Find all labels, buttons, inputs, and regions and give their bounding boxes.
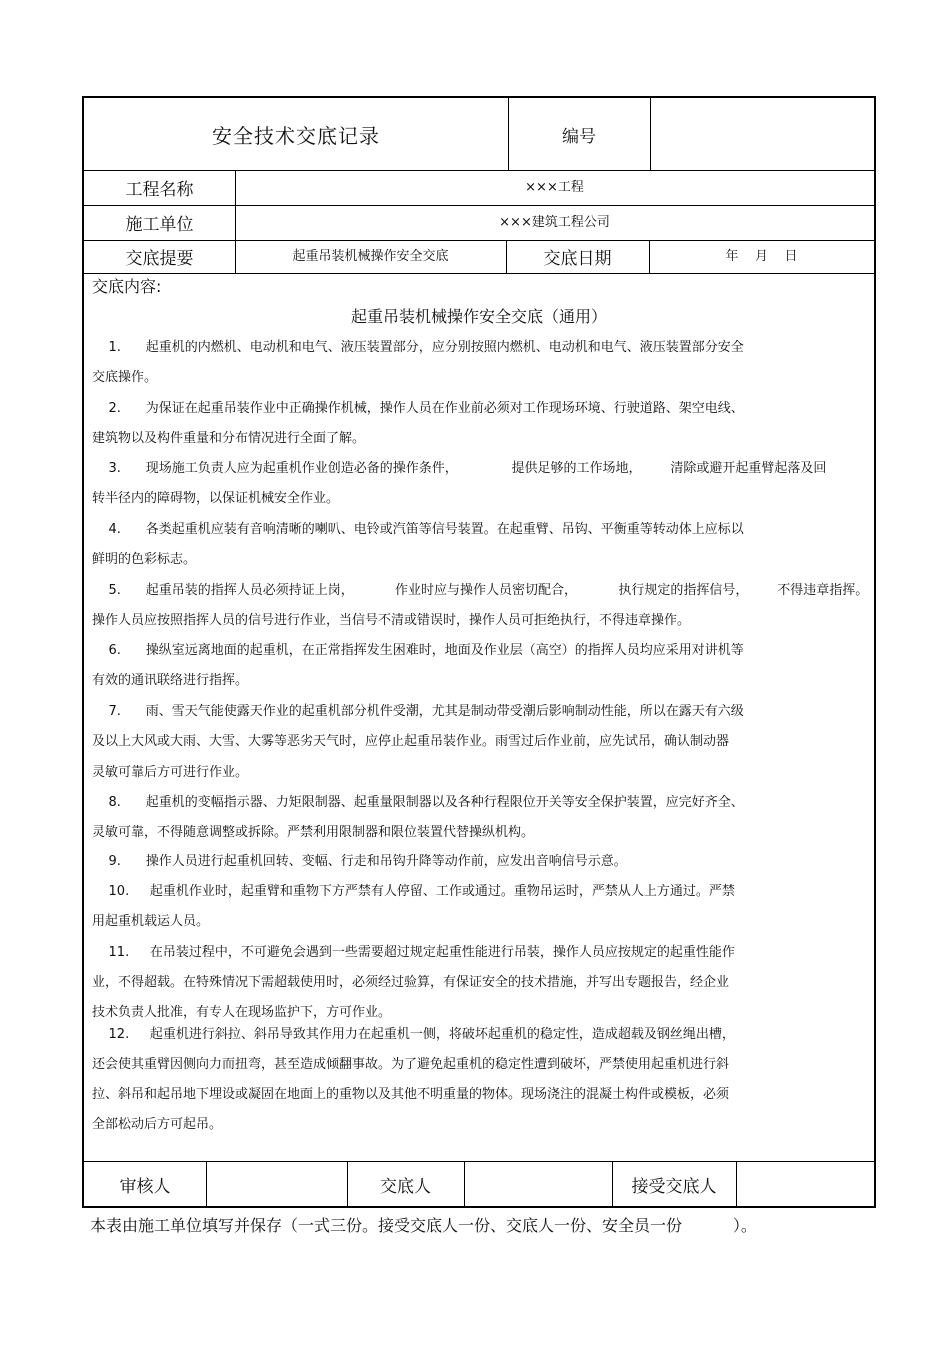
construction-unit-value: ×××建筑工程公司 <box>499 215 610 230</box>
content-line: 5. 起重吊装的指挥人员必须持证上岗， 作业时应与操作人员密切配合， 执行规定的指挥信号， 不得违章指挥。 <box>92 583 869 598</box>
date-value: 年 月 日 <box>725 249 798 264</box>
content-line: 拉、斜吊和起吊地下埋设或凝固在地面上的重物以及其他不明重量的物体。现场浇注的混凝土构件或模板，必须 <box>92 1087 730 1102</box>
project-name-value: ×××工程 <box>525 180 584 195</box>
reviewer-value <box>206 1161 347 1208</box>
content-line: 鲜明的色彩标志。 <box>92 552 197 567</box>
receiver-label: 接受交底人 <box>631 1177 717 1197</box>
content-line: 全部松动后方可起吊。 <box>92 1117 223 1132</box>
content-line: 用起重机载运人员。 <box>92 914 210 929</box>
receiver-value <box>736 1161 874 1208</box>
discloser-value <box>464 1161 612 1208</box>
content-line: 1. 起重机的内燃机、电动机和电气、液压装置部分，应分别按照内燃机、电动机和电气、液压装置部分安全 <box>92 340 744 355</box>
content-label: 交底内容: <box>92 277 162 296</box>
content-line: 灵敏可靠，不得随意调整或拆除。严禁利用限制器和限位装置代替操纵机构。 <box>92 825 535 840</box>
content-line: 6. 操纵室远离地面的起重机，在正常指挥发生困难时，地面及作业层（高空）的指挥人员均应采用对讲机等 <box>92 643 744 658</box>
disclosure-form <box>82 96 876 1208</box>
content-line: 10. 起重机作业时，起重臂和重物下方严禁有人停留、工作或通过。重物吊运时，严禁从人上方通过。严禁 <box>92 884 735 899</box>
content-line: 4. 各类起重机应装有音响清晰的喇叭、电铃或汽笛等信号装置。在起重臂、吊钩、平衡重等转动体上应标以 <box>92 522 744 537</box>
form-title: 安全技术交底记录 <box>212 123 380 148</box>
content-line: 业，不得超载。在特殊情况下需超载使用时，必须经过验算，有保证安全的技术措施，并写出专题报告，经企业 <box>92 975 730 990</box>
content-line: 交底操作。 <box>92 370 158 385</box>
content-line: 灵敏可靠后方可进行作业。 <box>92 765 249 780</box>
content-line: 操作人员应按照指挥人员的信号进行作业，当信号不清或错误时，操作人员可拒绝执行，不得违章操作。 <box>92 613 691 628</box>
number-label: 编号 <box>562 126 596 147</box>
content-line: 12. 起重机进行斜拉、斜吊导致其作用力在起重机一侧，将破坏起重机的稳定性，造成超载及钢丝绳出槽， <box>92 1027 735 1042</box>
content-line: 3. 现场施工负责人应为起重机作业创造必备的操作条件， 提供足够的工作场地， 清除或避开起重臂起落及回 <box>92 461 827 476</box>
row-divider <box>84 273 874 274</box>
content-line: 有效的通讯联络进行指挥。 <box>92 673 249 688</box>
content-line: 7. 雨、雪天气能使露天作业的起重机部分机件受潮，尤其是制动带受潮后影响制动性能，所以在露天有六级 <box>92 704 744 719</box>
content-line: 及以上大风或大雨、大雪、大雾等恶劣天气时，应停止起重吊装作业。雨雪过后作业前，应先试吊，确认制动器 <box>92 734 730 749</box>
content-line: 11. 在吊装过程中，不可避免会遇到一些需要超过规定起重性能进行吊装，操作人员应按规定的起重性能作 <box>92 945 735 960</box>
discloser-label: 交底人 <box>380 1177 431 1197</box>
summary-label: 交底提要 <box>125 249 194 269</box>
content-line: 建筑物以及构件重量和分布情况进行全面了解。 <box>92 431 366 446</box>
construction-unit-label: 施工单位 <box>125 215 194 235</box>
summary-value: 起重吊装机械操作安全交底 <box>292 249 449 264</box>
date-label: 交底日期 <box>543 249 612 269</box>
content-line: 还会使其重臂因侧向力而扭弯，甚至造成倾翻事故。为了避免起重机的稳定性遭到破坏，严禁使用起重机进行斜 <box>92 1057 730 1072</box>
number-value <box>650 98 874 170</box>
content-line: 2. 为保证在起重吊装作业中正确操作机械，操作人员在作业前必须对工作现场环境、行驶道路、架空电线、 <box>92 401 744 416</box>
content-line: 技术负责人批准，有专人在现场监护下，方可作业。 <box>92 1005 392 1020</box>
content-title: 起重吊装机械操作安全交底（通用） <box>350 307 607 326</box>
reviewer-label: 审核人 <box>119 1177 171 1197</box>
content-line: 转半径内的障碍物，以保证机械安全作业。 <box>92 491 340 506</box>
content-line: 9. 操作人员进行起重机回转、变幅、行走和吊钩升降等动作前，应发出音响信号示意。 <box>92 854 627 869</box>
footer-note: 本表由施工单位填写并保存（一式三份。接受交底人一份、交底人一份、安全员一份 ）。 <box>90 1216 757 1235</box>
content-line: 8. 起重机的变幅指示器、力矩限制器、起重量限制器以及各种行程限位开关等安全保护装置，应完好齐全、 <box>92 795 744 810</box>
project-name-label: 工程名称 <box>125 180 194 200</box>
